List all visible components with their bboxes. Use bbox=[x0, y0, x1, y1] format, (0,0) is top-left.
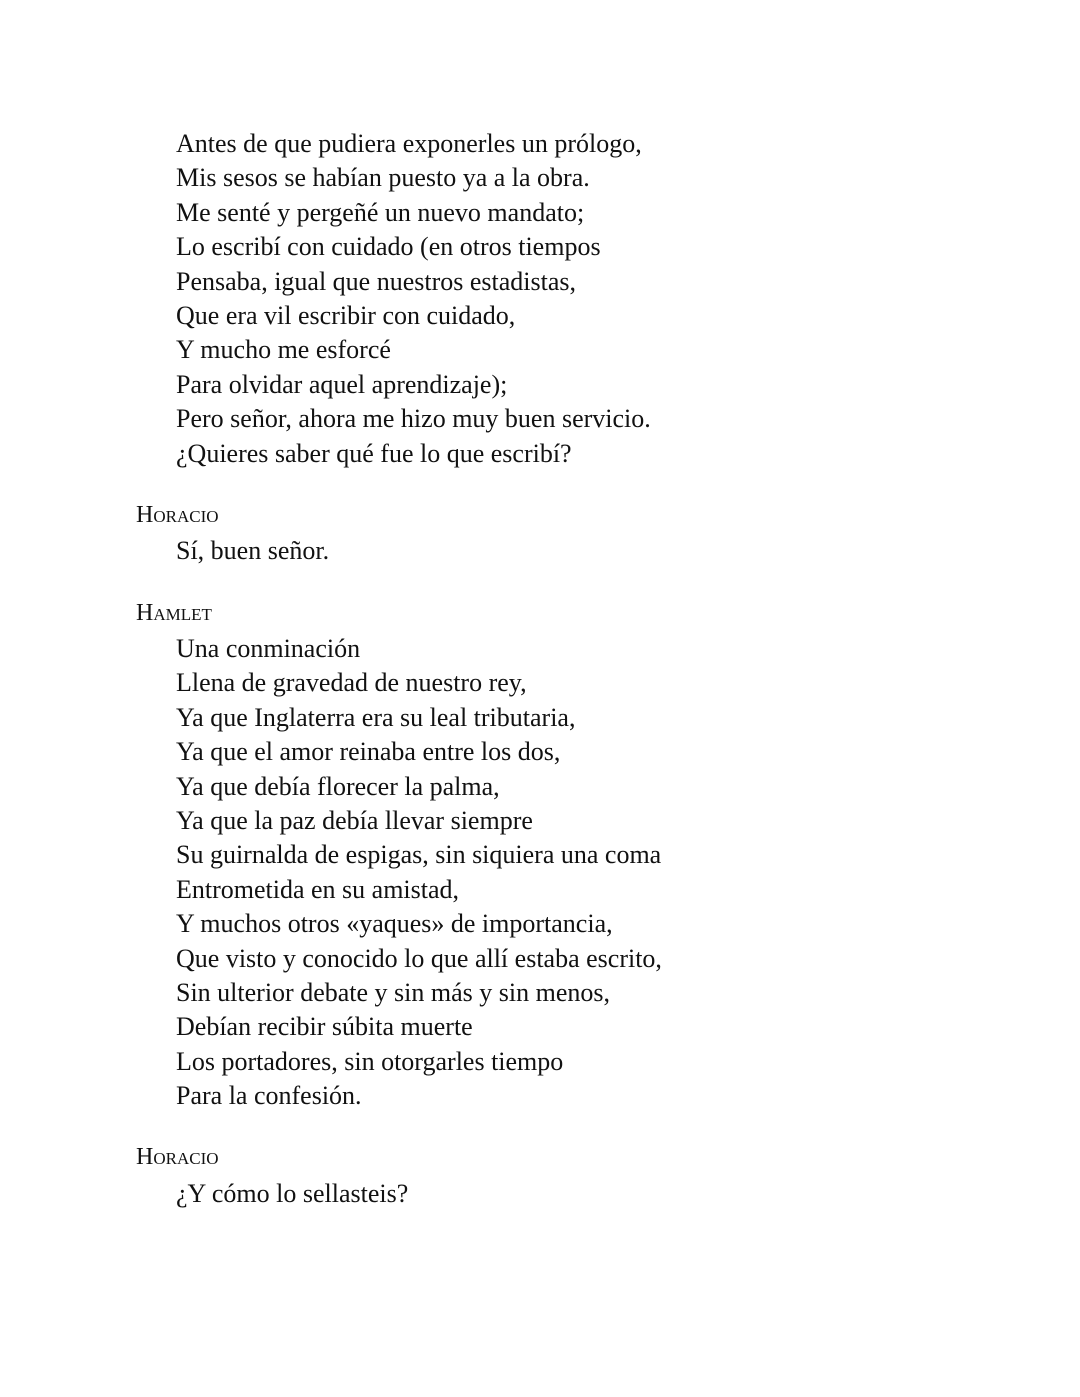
verse-line: Pero señor, ahora me hizo muy buen servicio. bbox=[176, 404, 651, 434]
verse-line: Para olvidar aquel aprendizaje); bbox=[176, 369, 508, 399]
verse-line: Una conminación bbox=[176, 634, 361, 663]
verse-line: Mis sesos se habían puesto ya a la obra. bbox=[176, 163, 590, 193]
verse-line: Para la confesión. bbox=[176, 1081, 362, 1111]
verse-line: Ya que el amor reinaba entre los dos, bbox=[176, 737, 561, 767]
verse-line: Su guirnalda de espigas, sin siquiera una coma bbox=[176, 840, 662, 870]
verse-line: ¿Y cómo lo sellasteis? bbox=[176, 1179, 409, 1208]
verse-line: Sin ulterior debate y sin más y sin menos, bbox=[176, 978, 611, 1008]
speaker-name-hamlet: Hamlet bbox=[136, 600, 212, 626]
verse-block-hamlet bbox=[176, 632, 662, 1114]
verse-line: Entrometida en su amistad, bbox=[176, 874, 460, 904]
verse-block-hamlet-continued bbox=[176, 127, 651, 471]
verse-line: Ya que debía florecer la palma, bbox=[176, 771, 500, 801]
verse-line: Y mucho me esforcé bbox=[176, 335, 391, 365]
verse-line: Los portadores, sin otorgarles tiempo bbox=[176, 1046, 564, 1076]
verse-block-horacio bbox=[176, 534, 329, 568]
verse-line: Antes de que pudiera exponerles un prólogo, bbox=[176, 129, 642, 158]
verse-line: Llena de gravedad de nuestro rey, bbox=[176, 668, 527, 698]
verse-line: Pensaba, igual que nuestros estadistas, bbox=[176, 266, 577, 296]
verse-line: ¿Quieres saber qué fue lo que escribí? bbox=[176, 438, 572, 468]
verse-line: Ya que la paz debía llevar siempre bbox=[176, 806, 533, 836]
verse-line: Me senté y pergeñé un nuevo mandato; bbox=[176, 197, 585, 227]
verse-line: Y muchos otros «yaques» de importancia, bbox=[176, 909, 613, 939]
verse-line: Que visto y conocido lo que allí estaba escrito, bbox=[176, 943, 662, 973]
verse-line: Ya que Inglaterra era su leal tributaria, bbox=[176, 702, 576, 732]
verse-line: Que era vil escribir con cuidado, bbox=[176, 301, 516, 331]
verse-block-horacio bbox=[176, 1177, 408, 1211]
verse-line: Lo escribí con cuidado (en otros tiempos bbox=[176, 232, 601, 262]
verse-line: Sí, buen señor. bbox=[176, 536, 330, 565]
speaker-name-horacio: Horacio bbox=[136, 502, 219, 528]
speaker-name-horacio: Horacio bbox=[136, 1144, 219, 1170]
verse-line: Debían recibir súbita muerte bbox=[176, 1012, 473, 1042]
